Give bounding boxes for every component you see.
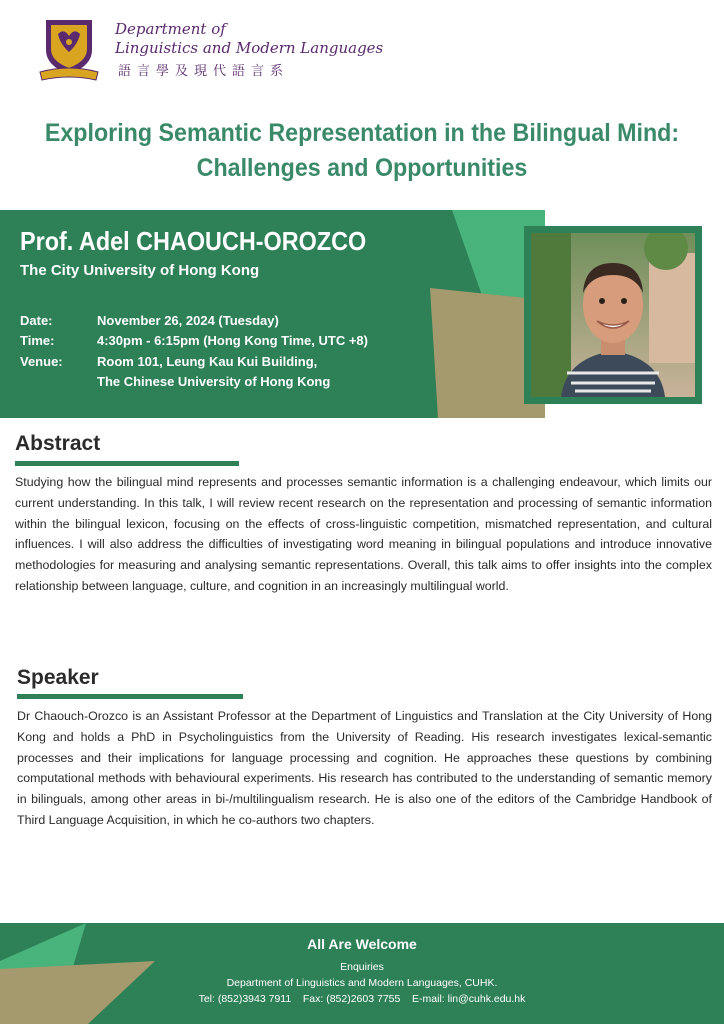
enquiries-department: Department of Linguistics and Modern Languages, CUHK.	[226, 977, 498, 989]
speaker-affiliation: The City University of Hong Kong	[20, 262, 260, 279]
enquiries-contact: Tel: (852)3943 7911 Fax: (852)2603 7755 E-mail: lin@cuhk.edu.hk	[198, 993, 526, 1005]
speaker-heading: Speaker	[17, 666, 99, 689]
abstract-text: Studying how the bilingual mind represents and processes semantic information is a challenging endeavour, which limits our current understanding. In this talk, I will review recent research on the representation and processing of semantic information within the bilingual lexicon, focusing on the effects of cross-linguistic competition, mismatched representation, and cultural influences. I will also address the difficulties of investigating word meaning in bilingual populations and introduce innovative methodologies for measuring and analysing semantic representations. Overall, this talk aims to offer insights into the complex relationship between language, culture, and cognition in an increasingly multilingual world.	[15, 475, 712, 593]
department-name-chinese: 語言學及現代語言系	[118, 64, 290, 79]
abstract-heading: Abstract	[15, 432, 101, 455]
speaker-name: Prof. Adel CHAOUCH-OROZCO	[20, 226, 367, 256]
speaker-bio-text: Dr Chaouch-Orozco is an Assistant Professor at the Department of Linguistics and Translation at the City University of Hong Kong and holds a PhD in Psycholinguistics from the University of Reading. His research investigates lexical-semantic processes and their implications for language processing and cognition. He approaches these questions by combining computational methods with behavioural experiments. His research has contributed to the understanding of semantic memory in bilinguals, among other areas in bi-/multilingualism research. He is also one of the editors of the Cambridge Handbook of Third Language Acquisition, in which he co-authors two chapters.	[17, 709, 712, 827]
speaker-photo	[531, 233, 695, 397]
department-name-line1: Department of	[115, 20, 226, 38]
time-value: 4:30pm - 6:15pm (Hong Kong Time, UTC +8)	[97, 333, 368, 348]
time-label: Time:	[20, 333, 55, 348]
venue-line2: The Chinese University of Hong Kong	[97, 374, 331, 389]
talk-title-line1: Exploring Semantic Representation in the Bilingual Mind:	[44, 119, 680, 147]
department-name-english	[115, 20, 383, 58]
talk-title-line2: Challenges and Opportunities	[196, 154, 528, 182]
speaker-heading-underline	[17, 694, 243, 699]
cuhk-crest-logo	[38, 16, 100, 82]
date-label: Date:	[20, 313, 53, 328]
venue-line1: Room 101, Leung Kau Kui Building,	[97, 354, 318, 369]
enquiries-label: Enquiries	[340, 961, 384, 973]
venue-label: Venue:	[20, 354, 63, 369]
abstract-heading-underline	[15, 461, 239, 466]
all-are-welcome: All Are Welcome	[307, 936, 417, 952]
date-value: November 26, 2024 (Tuesday)	[97, 313, 279, 328]
talk-title	[25, 116, 698, 186]
department-name-line2: Linguistics and Modern Languages	[115, 39, 384, 57]
